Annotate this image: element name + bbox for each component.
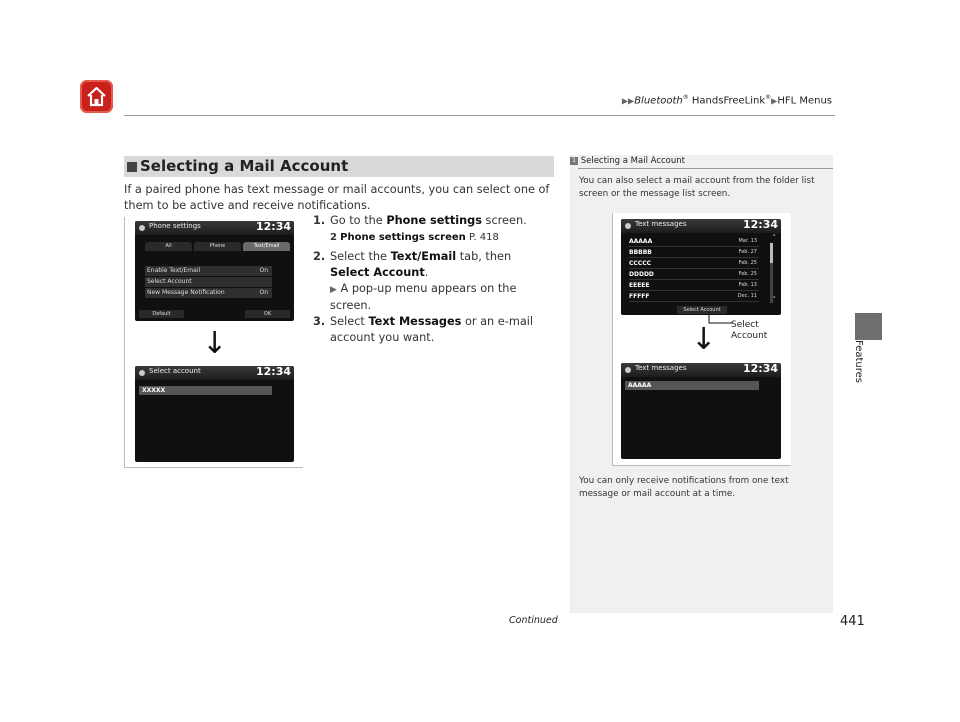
tab-phone[interactable]: Phone <box>194 242 241 251</box>
scrollbar[interactable] <box>770 243 773 303</box>
chapter-label-text: Features <box>853 340 864 383</box>
continued-label: Continued <box>509 615 558 626</box>
breadcrumb-arrow-icon: ▶▶ <box>621 96 635 106</box>
screen-title-bar <box>135 221 294 235</box>
scrollbar-thumb[interactable] <box>770 243 773 263</box>
step-2 <box>313 249 553 281</box>
screen-title: Phone settings <box>149 222 201 230</box>
text-messages-account-screen <box>621 363 781 459</box>
step-text: Select <box>330 315 369 328</box>
message-sender: DDDDD <box>629 271 654 278</box>
text-messages-screen <box>621 219 781 315</box>
note-icon: 1 <box>570 157 578 165</box>
note-paragraph: You can also select a mail account from the folder list screen or the message list screen. <box>579 176 815 199</box>
menu-item-new-message-notification[interactable] <box>145 288 272 298</box>
message-date: Feb. 27 <box>738 249 757 255</box>
intro-paragraph: If a paired phone has text message or mail accounts, you can select one of them to be active and receive notifications. <box>124 183 550 212</box>
message-row[interactable] <box>629 237 759 246</box>
step-bold: Select Account <box>330 266 425 279</box>
step-bold: Text/Email <box>390 250 457 263</box>
message-sender: EEEEE <box>629 282 650 289</box>
message-sender: BBBBB <box>629 249 652 256</box>
message-row[interactable] <box>629 270 759 279</box>
menu-item-label: Enable Text/Email <box>147 267 201 274</box>
square-bullet-icon <box>127 162 137 172</box>
message-row[interactable] <box>629 292 759 301</box>
step-text: . <box>424 266 429 279</box>
home-icon[interactable] <box>80 80 113 113</box>
select-account-button[interactable]: Select Account <box>677 306 727 314</box>
screen-title-bar <box>621 219 781 233</box>
step-number: 3. <box>313 315 326 328</box>
default-button[interactable]: Default <box>139 310 184 318</box>
registered-mark: ® <box>765 94 772 101</box>
step-text: or an e-mail account you want. <box>330 315 534 344</box>
ok-button[interactable]: OK <box>245 310 290 318</box>
menu-item-value: On <box>259 267 268 274</box>
step-number: 2. <box>313 250 326 263</box>
breadcrumb-item[interactable]: HFL Menus <box>777 95 832 107</box>
message-date: Dec. 11 <box>737 293 757 299</box>
message-date: Feb. 25 <box>738 260 757 266</box>
screen-title-bar <box>135 366 294 380</box>
breadcrumb <box>622 94 832 106</box>
message-sender: CCCCC <box>629 260 652 267</box>
screen-title: Text messages <box>635 220 687 228</box>
step-3 <box>313 314 553 346</box>
step-text: Go to the <box>330 214 387 227</box>
result-arrow-icon: ▶ <box>330 285 337 295</box>
message-date: Feb. 13 <box>738 282 757 288</box>
note-divider <box>578 168 833 169</box>
step-2-result <box>313 281 553 314</box>
note-heading <box>570 156 685 166</box>
down-arrow-icon: ↓ <box>202 326 228 361</box>
step-text: A pop-up menu appears on the screen. <box>330 282 517 312</box>
breadcrumb-arrow-icon: ▶ <box>771 96 778 106</box>
menu-item-select-account[interactable] <box>145 277 272 287</box>
clock: 12:34 <box>742 363 778 375</box>
screen-title: Text messages <box>635 364 687 372</box>
message-row[interactable] <box>629 259 759 268</box>
step-text: tab, then <box>456 250 512 263</box>
down-arrow-icon: ↓ <box>691 322 717 357</box>
clock: 12:34 <box>742 219 778 231</box>
screen-tabs <box>145 242 290 251</box>
chapter-label <box>852 336 886 383</box>
step-text: Select the <box>330 250 391 263</box>
step-bold: Text Messages <box>368 315 462 328</box>
back-icon <box>139 225 145 231</box>
message-sender: AAAAA <box>629 238 653 245</box>
step-bold: Phone settings <box>386 214 482 227</box>
clock: 12:34 <box>255 221 291 233</box>
page-down-icon[interactable]: ˅ <box>772 296 776 304</box>
registered-mark: ® <box>682 94 689 101</box>
phone-settings-screen <box>135 221 294 321</box>
note-paragraph: You can only receive notifications from one text message or mail account at a time. <box>579 476 789 499</box>
menu-item-label: Select Account <box>147 278 192 285</box>
section-title: Selecting a Mail Account <box>140 157 349 175</box>
callout-select-account: Select Account <box>731 320 768 341</box>
select-account-screen <box>135 366 294 462</box>
figure-text-messages <box>612 213 791 466</box>
account-list-item[interactable]: AAAAA <box>625 381 759 390</box>
step-1-reference[interactable] <box>313 230 553 246</box>
menu-item-value: On <box>259 289 268 296</box>
message-date: Mar. 13 <box>738 238 757 244</box>
tab-all[interactable]: All <box>145 242 192 251</box>
step-number: 1. <box>313 214 326 227</box>
clock: 12:34 <box>255 366 291 378</box>
message-date: Feb. 25 <box>738 271 757 277</box>
breadcrumb-item[interactable]: Bluetooth <box>634 95 683 107</box>
note-title: Selecting a Mail Account <box>580 156 685 166</box>
back-icon <box>625 223 631 229</box>
page-number: 441 <box>840 614 865 629</box>
breadcrumb-item[interactable]: HandsFreeLink <box>688 95 766 107</box>
figure-phone-settings <box>124 217 303 468</box>
header-divider <box>124 115 835 116</box>
screen-title-bar <box>621 363 781 377</box>
tab-text-email[interactable]: Text/Email <box>243 242 290 251</box>
message-sender: FFFFF <box>629 293 650 300</box>
account-list-item[interactable]: XXXXX <box>139 386 272 395</box>
step-1 <box>313 213 553 229</box>
reference-icon: 2 <box>330 232 337 243</box>
section-heading <box>124 156 554 177</box>
back-icon <box>625 367 631 373</box>
message-row[interactable] <box>629 281 759 290</box>
menu-item-enable-text-email[interactable] <box>145 266 272 276</box>
step-text: screen. <box>481 214 527 227</box>
reference-title: Phone settings screen <box>340 232 466 243</box>
message-row[interactable] <box>629 248 759 257</box>
screen-title: Select account <box>149 367 201 375</box>
reference-page: P. 418 <box>465 232 499 243</box>
menu-item-label: New Message Notification <box>147 289 225 296</box>
page-up-icon[interactable]: ˄ <box>772 234 776 242</box>
steps-list <box>313 213 553 346</box>
back-icon <box>139 370 145 376</box>
